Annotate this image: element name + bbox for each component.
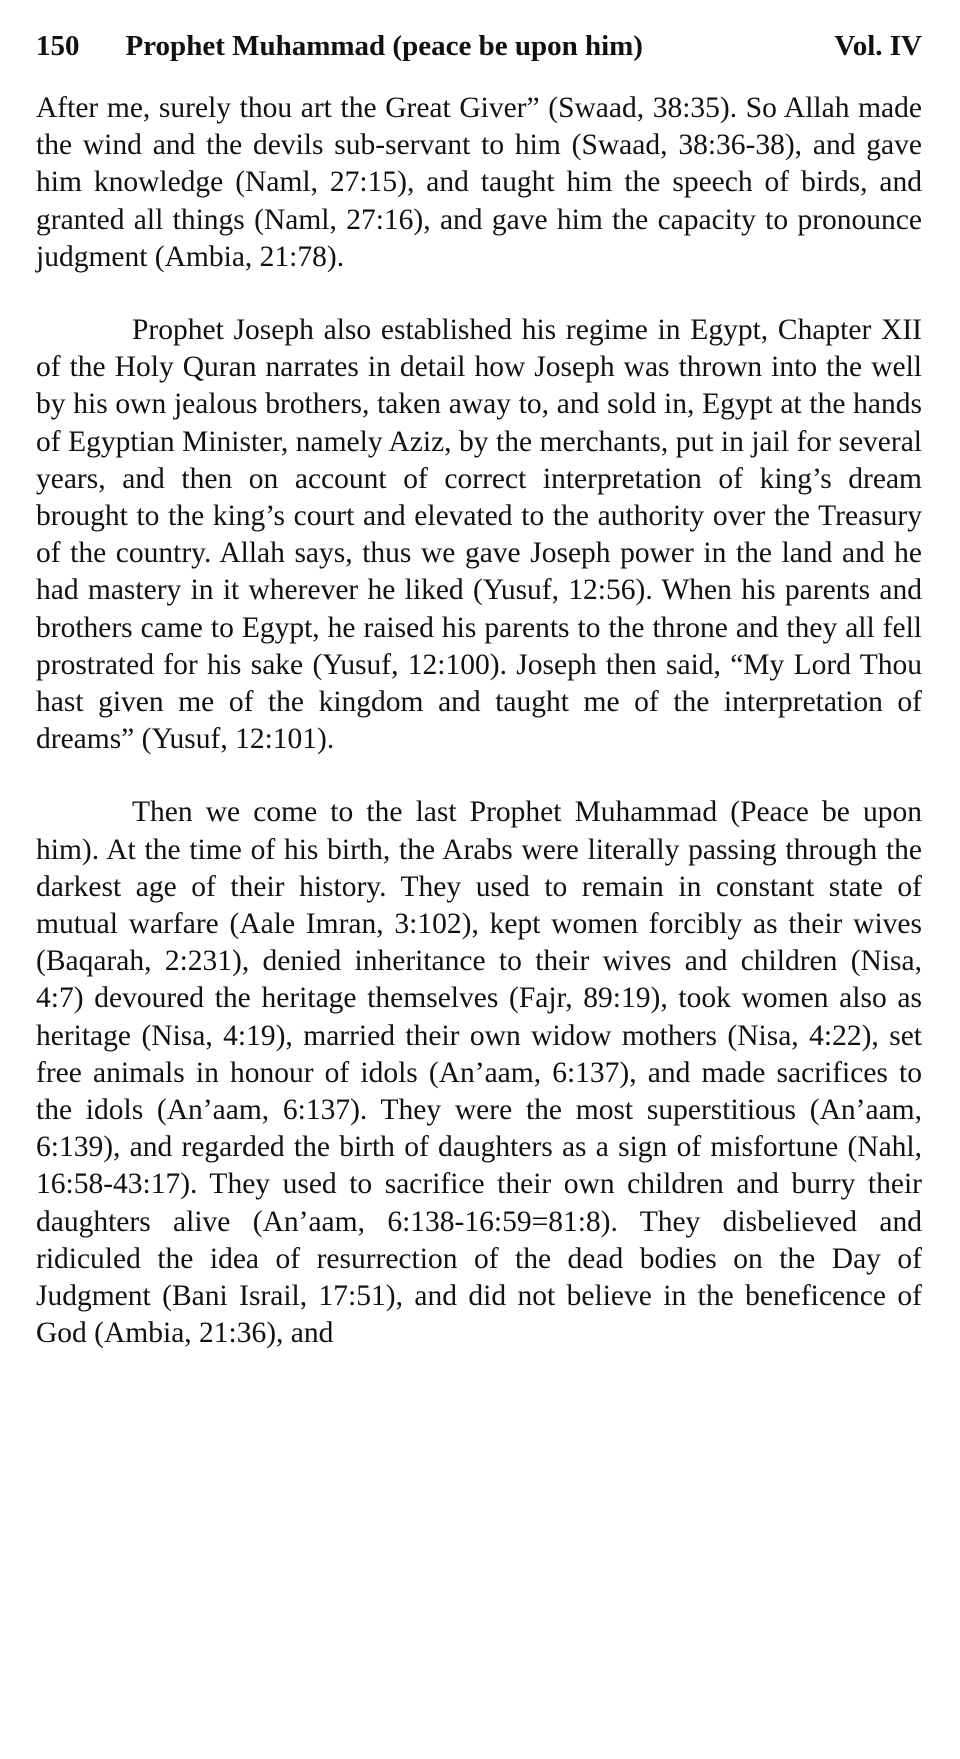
paragraph-muhammad: Then we come to the last Prophet Muhammad (Peace be upon him). At the time of his birth, the Arabs were literally passing through the darkest age of their history. They used to remain in constant state of mutual warfare (Aale Imran, 3:102), kept women forcibly as their wives (Baqarah, 2:231), denied inheritance to their wives and children (Nisa, 4:7) devoured the heritage themselves (Fajr, 89:19), took women also as heritage (Nisa, 4:19), married their own widow mothers (Nisa, 4:22), set free animals in honour of idols (An’aam, 6:137), and made sacrifices to the idols (An’aam, 6:137). They were the most superstitious (An’aam, 6:139), and regarded the birth of daughters as a sign of misfortune (Nahl, 16:58-43:17). They used to sacrifice their own children and burry their daughters alive (An’aam, 6:138-16:59=81:8). They disbelieved and ridiculed the idea of resurrection of the dead bodies on the Day of Judgment (Bani Israil, 17:51), and did not believe in the beneficence of God (Ambia, 21:36), and (36, 796, 922, 1350)
book-title: Prophet Muhammad (peace be upon him) (125, 30, 643, 62)
volume-label: Vol. IV (834, 30, 922, 62)
book-page (36, 28, 922, 1389)
running-header (36, 28, 922, 64)
paragraph-continuation: After me, surely thou art the Great Giver” (Swaad, 38:35). So Allah made the wind and the devils sub-servant to him (Swaad, 38:36-38), and gave him knowledge (Naml, 27:15), and taught him the speech of birds, and granted all things (Naml, 27:16), and gave him the capacity to pronounce judgment (Ambia, 21:78). (36, 92, 922, 273)
paragraph-joseph: Prophet Joseph also established his regime in Egypt, Chapter XII of the Holy Quran narrates in detail how Joseph was thrown into the well by his own jealous brothers, taken away to, and sold in, Egypt at the hands of Egyptian Minister, namely Aziz, by the merchants, put in jail for several years, and then on account of correct interpretation of king’s dream brought to the king’s court and elevated to the authority over the Treasury of the country. Allah says, thus we gave Joseph power in the land and he had mastery in it wherever he liked (Yusuf, 12:56). When his parents and brothers came to Egypt, he raised his parents to the throne and they all fell prostrated for his sake (Yusuf, 12:100). Joseph then said, “My Lord Thou hast given me of the kingdom and taught me of the interpretation of dreams” (Yusuf, 12:101). (36, 314, 922, 756)
header-left (36, 28, 643, 64)
body-text (36, 90, 922, 1353)
page-number: 150 (36, 30, 80, 62)
